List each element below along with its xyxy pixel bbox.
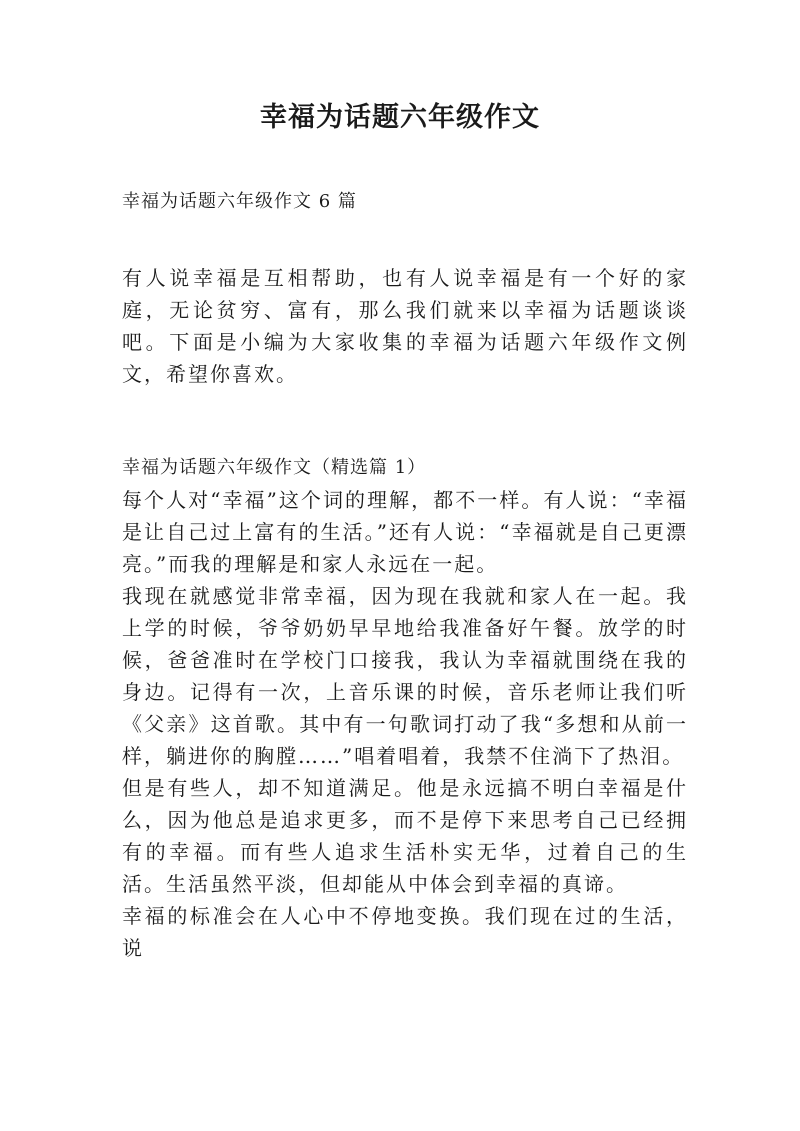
intro-paragraph: 有人说幸福是互相帮助，也有人说幸福是有一个好的家庭，无论贫穷、富有，那么我们就来以幸福为话题谈谈吧。下面是小编为大家收集的幸福为话题六年级作文例文，希望你喜欢。 (122, 266, 688, 386)
essay-paragraph: 但是有些人，却不知道满足。他是永远搞不明白幸福是什么，因为他总是追求更多，而不是停下来思考自己已经拥有的幸福。而有些人追求生活朴实无华，过着自己的生活。生活虽然平淡，但却能从中体会到幸福的真谛。 (122, 776, 688, 896)
essay-paragraph: 每个人对“幸福”这个词的理解，都不一样。有人说：“幸福是让自己过上富有的生活。”还有人说：“幸福就是自己更漂亮。”而我的理解是和家人永远在一起。 (122, 488, 688, 576)
essay-body (122, 452, 688, 964)
section-heading: 幸福为话题六年级作文（精选篇 1） (122, 457, 427, 478)
document-title: 幸福为话题六年级作文 (260, 102, 540, 133)
essay-paragraph: 幸福的标准会在人心中不停地变换。我们现在过的生活，说 (122, 904, 688, 960)
essay-paragraph: 我现在就感觉非常幸福，因为现在我就和家人在一起。我上学的时候，爷爷奶奶早早地给我准备好午餐。放学的时候，爸爸准时在学校门口接我，我认为幸福就围绕在我的身边。记得有一次，上音乐课的时候，音乐老师让我们听《父亲》这首歌。其中有一句歌词打动了我“多想和从前一样，躺进你的胸膛……”唱着唱着，我禁不住淌下了热泪。 (122, 584, 688, 768)
document-subtitle: 幸福为话题六年级作文 6 篇 (122, 191, 357, 212)
